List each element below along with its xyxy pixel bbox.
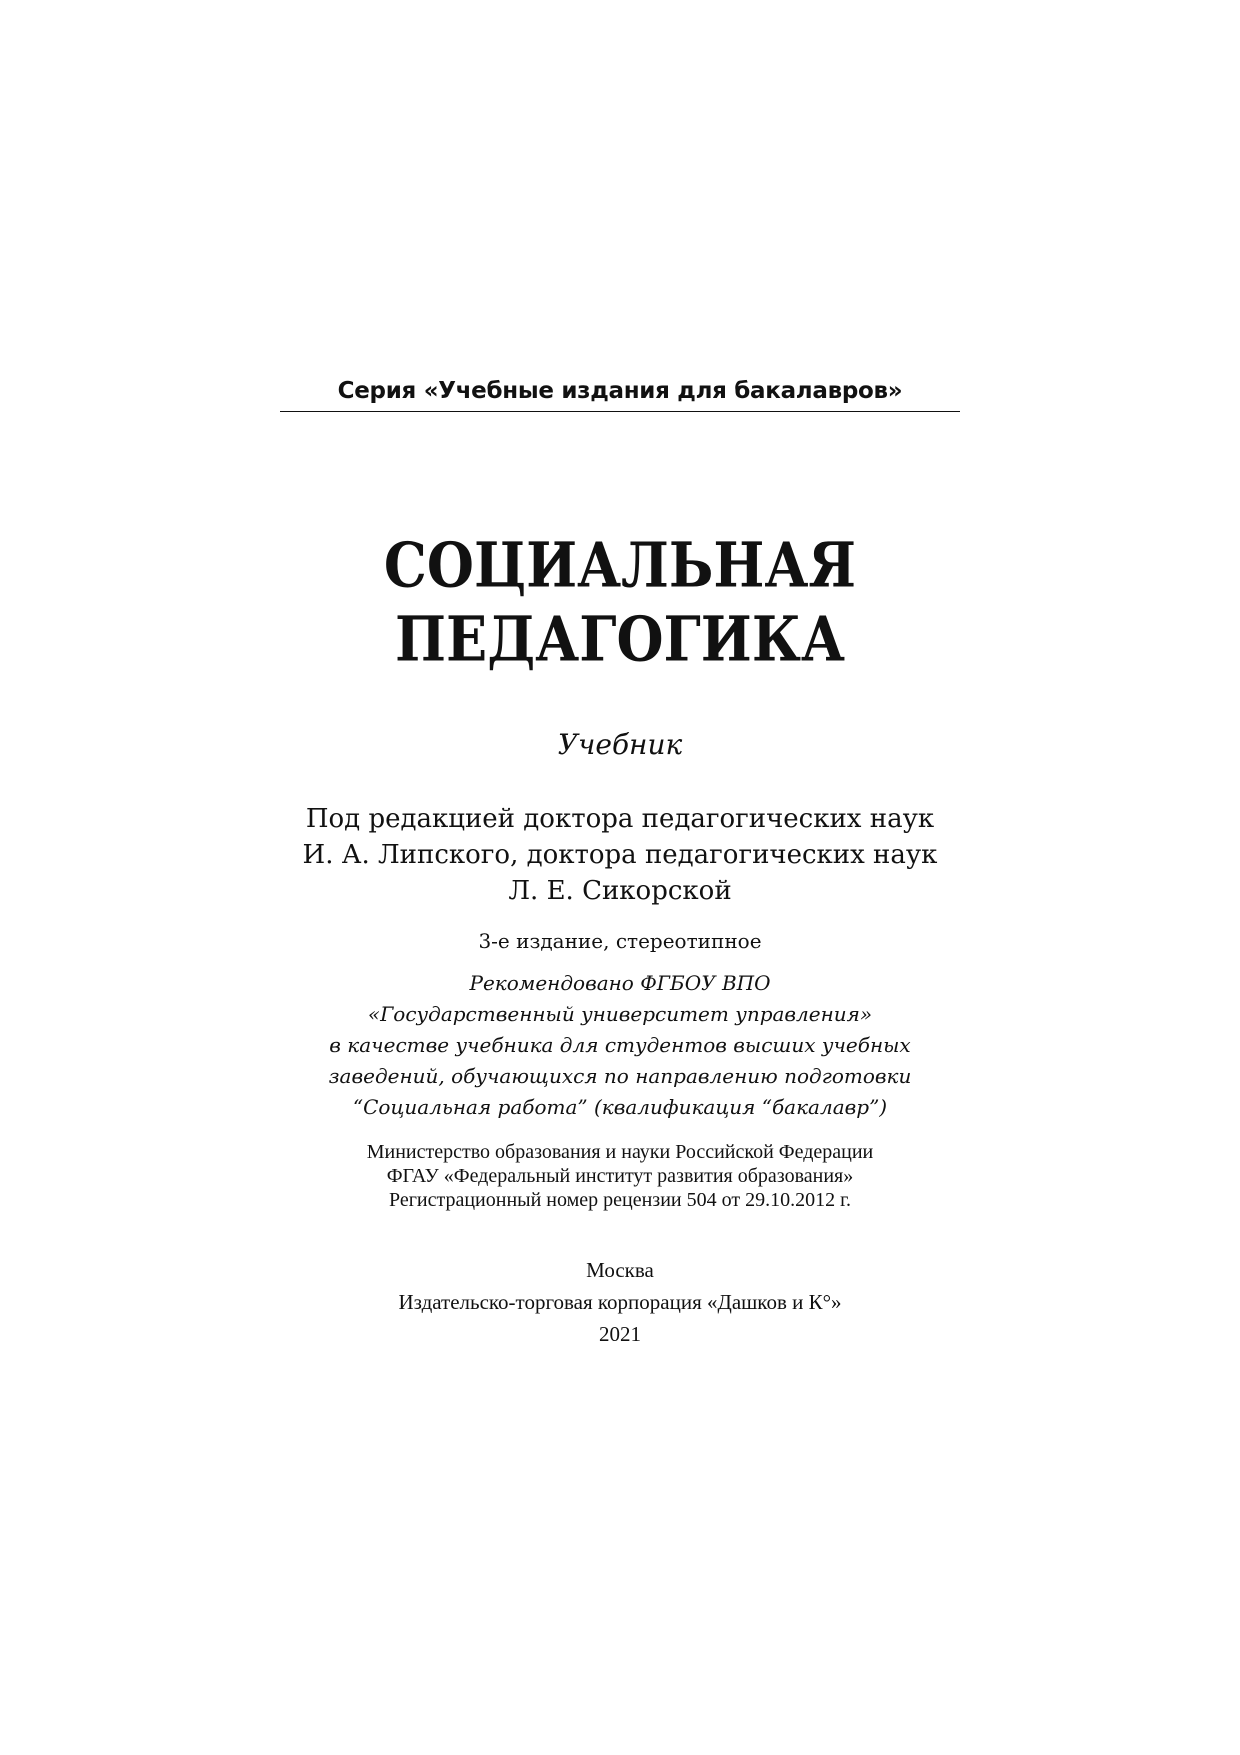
editors-line: Л. Е. Сикорской xyxy=(508,876,732,906)
publisher-block xyxy=(200,1254,1040,1350)
book-title-line-2: ПЕДАГОГИКА xyxy=(395,601,845,676)
editors-line: Под редакцией доктора педагогических наук xyxy=(305,804,935,834)
book-title xyxy=(200,528,1040,675)
book-title-line-1: СОЦИАЛЬНАЯ xyxy=(383,528,857,602)
editors-block xyxy=(200,801,1040,909)
ministry-block xyxy=(200,1140,1040,1212)
ministry-line: Министерство образования и науки Российской Федерации xyxy=(366,1141,874,1163)
recommendation-line: заведений, обучающихся по направлению подготовки xyxy=(328,1064,912,1088)
recommendation-line: Рекомендовано ФГБОУ ВПО xyxy=(469,971,771,995)
recommendation-line: “Социальная работа” (квалификация “бакалавр”) xyxy=(352,1095,888,1119)
book-type: Учебник xyxy=(557,728,683,761)
publication-year: 2021 xyxy=(599,1322,641,1346)
recommendation-line: в качестве учебника для студентов высших учебных xyxy=(329,1033,911,1057)
series-divider xyxy=(280,411,960,412)
recommendation-line: «Государственный университет управления» xyxy=(367,1002,873,1026)
recommendation-block xyxy=(200,968,1040,1123)
ministry-line: ФГАУ «Федеральный институт развития образования» xyxy=(386,1165,854,1187)
series-name: Серия «Учебные издания для бакалавров» xyxy=(337,378,903,404)
edition-note: 3-е издание, стереотипное xyxy=(478,929,762,953)
publisher-city: Москва xyxy=(586,1258,654,1282)
editors-line: И. А. Липского, доктора педагогических наук xyxy=(302,840,938,870)
publisher-name: Издательско-торговая корпорация «Дашков и К°» xyxy=(398,1290,842,1314)
ministry-line: Регистрационный номер рецензии 504 от 29.10.2012 г. xyxy=(388,1189,852,1211)
